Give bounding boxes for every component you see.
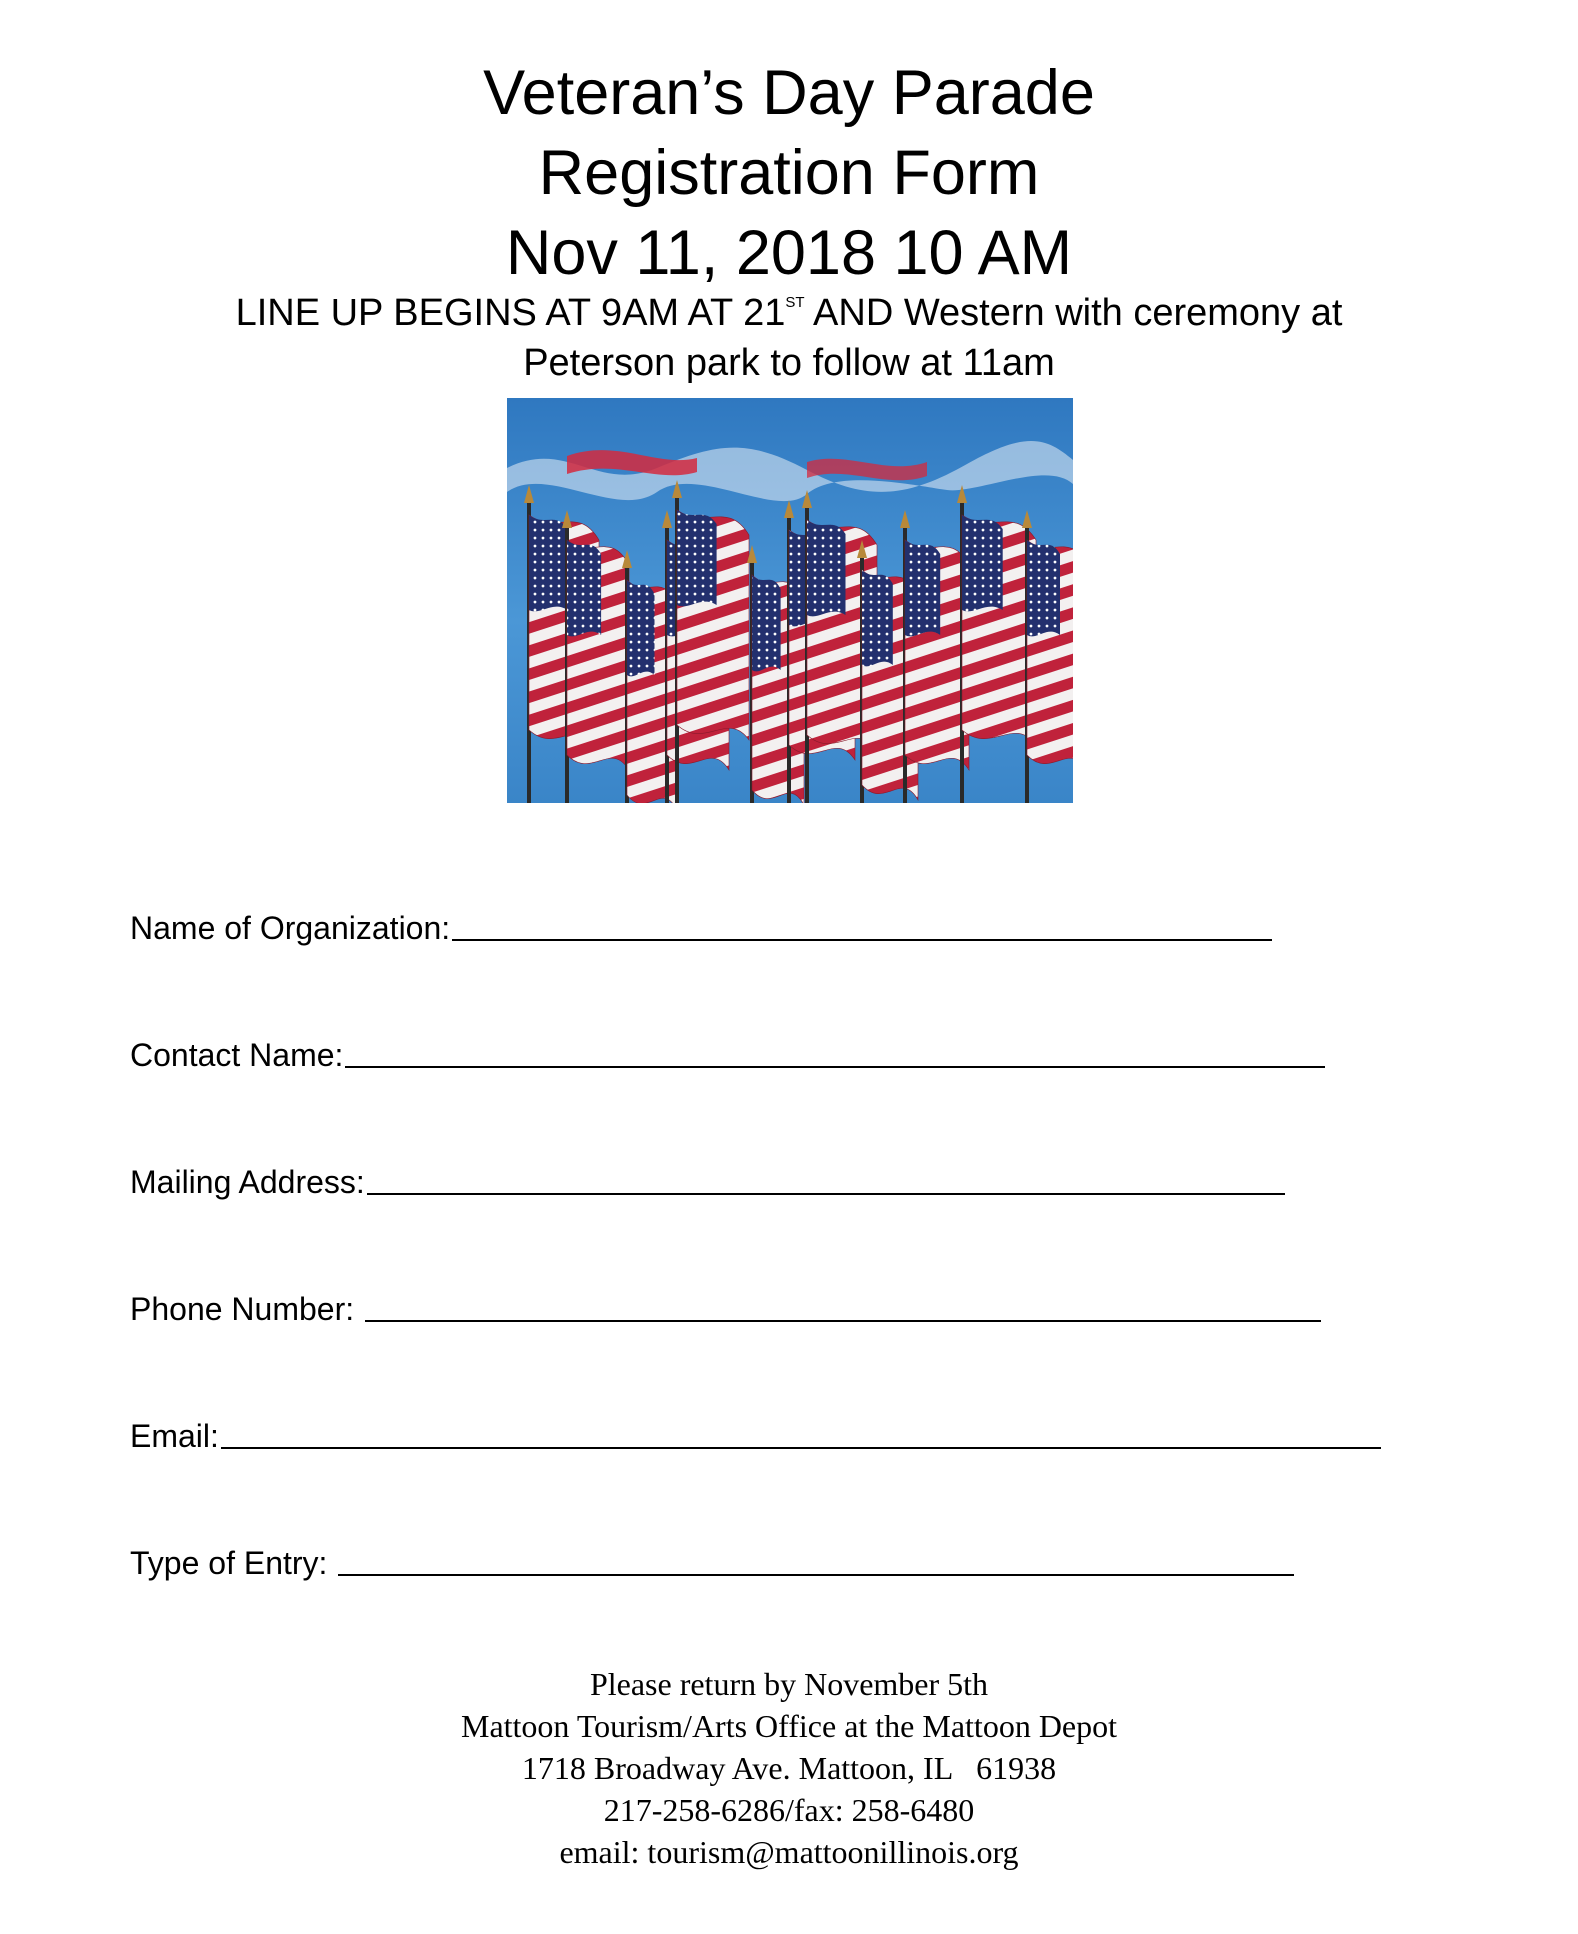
office-name: Mattoon Tourism/Arts Office at the Mattoon Depot	[460, 1708, 1118, 1744]
flag-canton	[567, 540, 601, 636]
flag-canton	[677, 510, 717, 606]
flag-canton	[627, 580, 655, 676]
mailing-address-field[interactable]	[130, 1166, 1285, 1198]
office-email: email: tourism@mattoonillinois.org	[559, 1834, 1019, 1870]
flag-canton	[962, 515, 1003, 611]
lineup-suffix: AND Western with ceremony at	[804, 292, 1343, 334]
office-phone-fax: 217-258-6286/fax: 258-6480	[603, 1792, 975, 1828]
phone-number-label: Phone Number:	[130, 1291, 364, 1327]
phone-number-field[interactable]	[130, 1293, 1321, 1325]
flag-canton	[1027, 540, 1060, 636]
return-deadline: Please return by November 5th	[589, 1666, 989, 1702]
flag-canton	[529, 515, 568, 611]
mailing-address-blank[interactable]	[367, 1191, 1285, 1195]
phone-number-blank[interactable]	[365, 1318, 1321, 1322]
contact-name-blank[interactable]	[345, 1064, 1325, 1068]
lineup-info-line-2: Peterson park to follow at 11am	[523, 342, 1055, 384]
organization-name-label: Name of Organization:	[130, 910, 451, 946]
contact-name-label: Contact Name:	[130, 1037, 344, 1073]
lineup-info-line-1	[0, 294, 1578, 332]
type-of-entry-label: Type of Entry:	[130, 1545, 337, 1581]
american-flags-photo	[507, 398, 1073, 803]
type-of-entry-field[interactable]	[130, 1547, 1294, 1579]
organization-name-blank[interactable]	[452, 937, 1272, 941]
email-blank[interactable]	[221, 1445, 1381, 1449]
flag-canton	[752, 575, 781, 671]
flag-canton	[862, 570, 893, 666]
title-line-1: Veteran’s Day Parade	[483, 58, 1095, 128]
lineup-superscript: ST	[785, 294, 805, 311]
mailing-address-label: Mailing Address:	[130, 1164, 365, 1200]
title-line-3-date: Nov 11, 2018 10 AM	[505, 218, 1073, 288]
type-of-entry-blank[interactable]	[338, 1572, 1294, 1576]
email-label: Email:	[130, 1418, 219, 1454]
flag-canton	[905, 540, 940, 636]
contact-name-field[interactable]	[130, 1039, 1325, 1071]
organization-name-field[interactable]	[130, 912, 1272, 944]
flag-canton	[807, 520, 846, 616]
lineup-prefix: LINE UP BEGINS AT 9AM AT 21	[235, 292, 786, 334]
title-line-2: Registration Form	[538, 138, 1040, 208]
office-address: 1718 Broadway Ave. Mattoon, IL 61938	[521, 1750, 1057, 1786]
email-field[interactable]	[130, 1420, 1381, 1452]
